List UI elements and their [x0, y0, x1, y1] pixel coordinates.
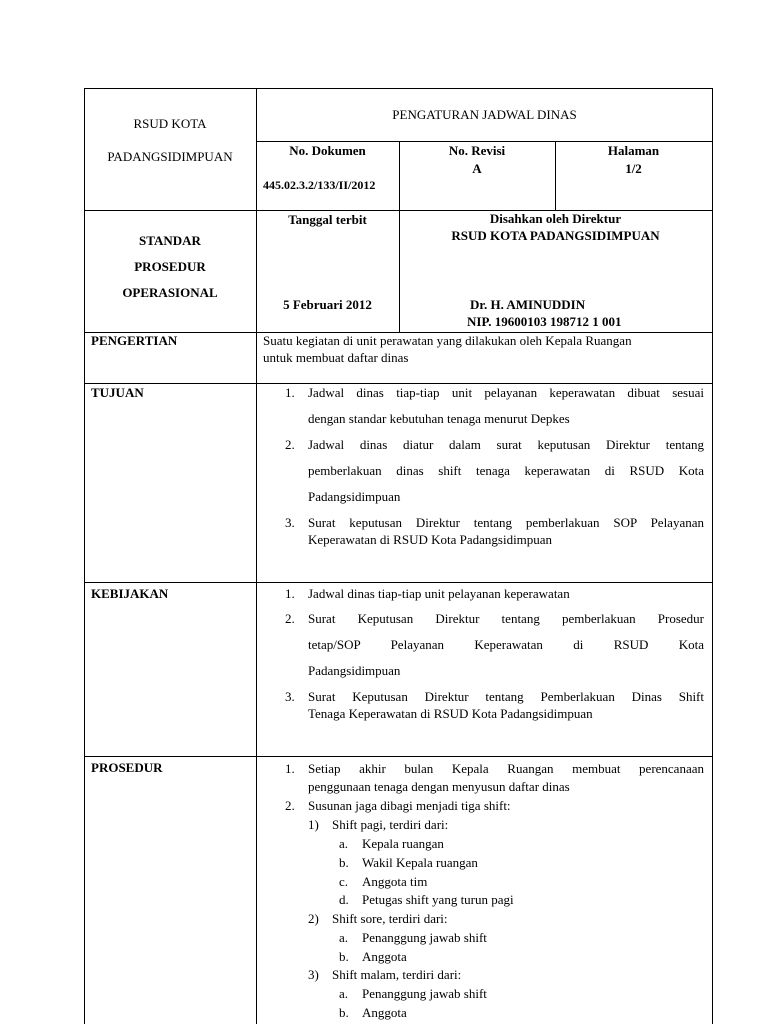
shift-member-letter: c.: [339, 874, 349, 889]
shift-member: Wakil Kepala ruangan: [362, 855, 478, 870]
revision-label: No. Revisi: [448, 143, 506, 158]
kebijakan-item-line: Surat Keputusan Direktur tentang Pemberlakuan Dinas Shift: [308, 689, 704, 704]
shift-title: Shift pagi, terdiri dari:: [332, 817, 449, 832]
prosedur-label: PROSEDUR: [91, 760, 163, 775]
tujuan-item-number: 3.: [285, 515, 295, 530]
kebijakan-label: KEBIJAKAN: [91, 586, 169, 601]
tujuan-item-line: Jadwal dinas diatur dalam surat keputusan Direktur tentang: [308, 437, 704, 452]
document-title: PENGATURAN JADWAL DINAS: [392, 107, 577, 122]
kebijakan-item-line: Padangsidimpuan: [308, 663, 401, 678]
shift-member-letter: a.: [339, 930, 349, 945]
tujuan-item-line: Keperawatan di RSUD Kota Padangsidimpuan: [308, 532, 553, 547]
tujuan-item-line: Jadwal dinas tiap-tiap unit pelayanan keperawatan dibuat sesuai: [308, 385, 704, 400]
shift-number: 1): [308, 817, 319, 832]
shift-number: 2): [308, 911, 319, 926]
kebijakan-item-number: 2.: [285, 611, 295, 626]
approved-by-line2: RSUD KOTA PADANGSIDIMPUAN: [451, 228, 660, 243]
shift-title: Shift sore, terdiri dari:: [332, 911, 448, 926]
shift-member-letter: a.: [339, 986, 349, 1001]
shift-member-letter: b.: [339, 1005, 349, 1020]
shift-member-letter: a.: [339, 836, 349, 851]
director-name: Dr. H. AMINUDDIN: [470, 297, 586, 312]
revision-value: A: [472, 161, 482, 176]
shift-number: 3): [308, 967, 319, 982]
shift-member: Anggota: [362, 949, 407, 964]
prosedur-item-number: 2.: [285, 798, 295, 813]
doc-number-label: No. Dokumen: [289, 143, 366, 158]
prosedur-item-line: Susunan jaga dibagi menjadi tiga shift:: [308, 798, 511, 813]
pengertian-text-line2: untuk membuat daftar dinas: [263, 350, 409, 365]
approved-by-line1: Disahkan oleh Direktur: [489, 211, 622, 226]
tujuan-item-line: pemberlakuan dinas shift tenaga keperawatan di RSUD Kota: [308, 463, 704, 478]
page-value: 1/2: [625, 161, 642, 176]
director-nip: NIP. 19600103 198712 1 001: [467, 314, 622, 329]
tujuan-item-line: dengan standar kebutuhan tenaga menurut Depkes: [308, 411, 570, 426]
shift-member: Anggota: [362, 1005, 407, 1020]
prosedur-item-line: Setiap akhir bulan Kepala Ruangan membuat perencanaan: [308, 761, 704, 776]
issue-date-label: Tanggal terbit: [288, 212, 367, 227]
shift-member-letter: b.: [339, 949, 349, 964]
tujuan-item-number: 1.: [285, 385, 295, 400]
kebijakan-item-line: tetap/SOP Pelayanan Keperawatan di RSUD Kota: [308, 637, 704, 652]
kebijakan-item-line: Jadwal dinas tiap-tiap unit pelayanan keperawatan: [308, 586, 570, 601]
kebijakan-item-line: Tenaga Keperawatan di RSUD Kota Padangsidimpuan: [308, 706, 593, 721]
shift-member: Anggota tim: [362, 874, 428, 889]
shift-member: Kepala ruangan: [362, 836, 444, 851]
prosedur-item-line: penggunaan tenaga dengan menyusun daftar dinas: [308, 779, 570, 794]
kebijakan-item-number: 1.: [285, 586, 295, 601]
shift-member: Petugas shift yang turun pagi: [362, 892, 514, 907]
shift-member-letter: d.: [339, 892, 349, 907]
shift-member-letter: b.: [339, 855, 349, 870]
doc-number-value: 445.02.3.2/133/II/2012: [263, 178, 376, 192]
kebijakan-item-line: Surat Keputusan Direktur tentang pemberlakuan Prosedur: [308, 611, 704, 626]
sop-label-line1: STANDAR: [139, 233, 201, 248]
pengertian-text-line1: Suatu kegiatan di unit perawatan yang dilakukan oleh Kepala Ruangan: [263, 333, 632, 348]
shift-member: Penanggung jawab shift: [362, 930, 487, 945]
page-label: Halaman: [607, 143, 660, 158]
tujuan-item-number: 2.: [285, 437, 295, 452]
sop-label-line3: OPERASIONAL: [122, 285, 218, 300]
tujuan-label: TUJUAN: [91, 385, 144, 400]
shift-member: Penanggung jawab shift: [362, 986, 487, 1001]
sop-label-line2: PROSEDUR: [134, 259, 206, 274]
prosedur-item-number: 1.: [285, 761, 295, 776]
tujuan-item-line: Surat keputusan Direktur tentang pemberlakuan SOP Pelayanan: [308, 515, 704, 530]
shift-title: Shift malam, terdiri dari:: [332, 967, 462, 982]
pengertian-label: PENGERTIAN: [91, 333, 178, 348]
institution-name-line1: RSUD KOTA: [133, 116, 207, 131]
kebijakan-item-number: 3.: [285, 689, 295, 704]
tujuan-item-line: Padangsidimpuan: [308, 489, 401, 504]
issue-date-value: 5 Februari 2012: [283, 297, 372, 312]
institution-name-line2: PADANGSIDIMPUAN: [107, 149, 233, 164]
